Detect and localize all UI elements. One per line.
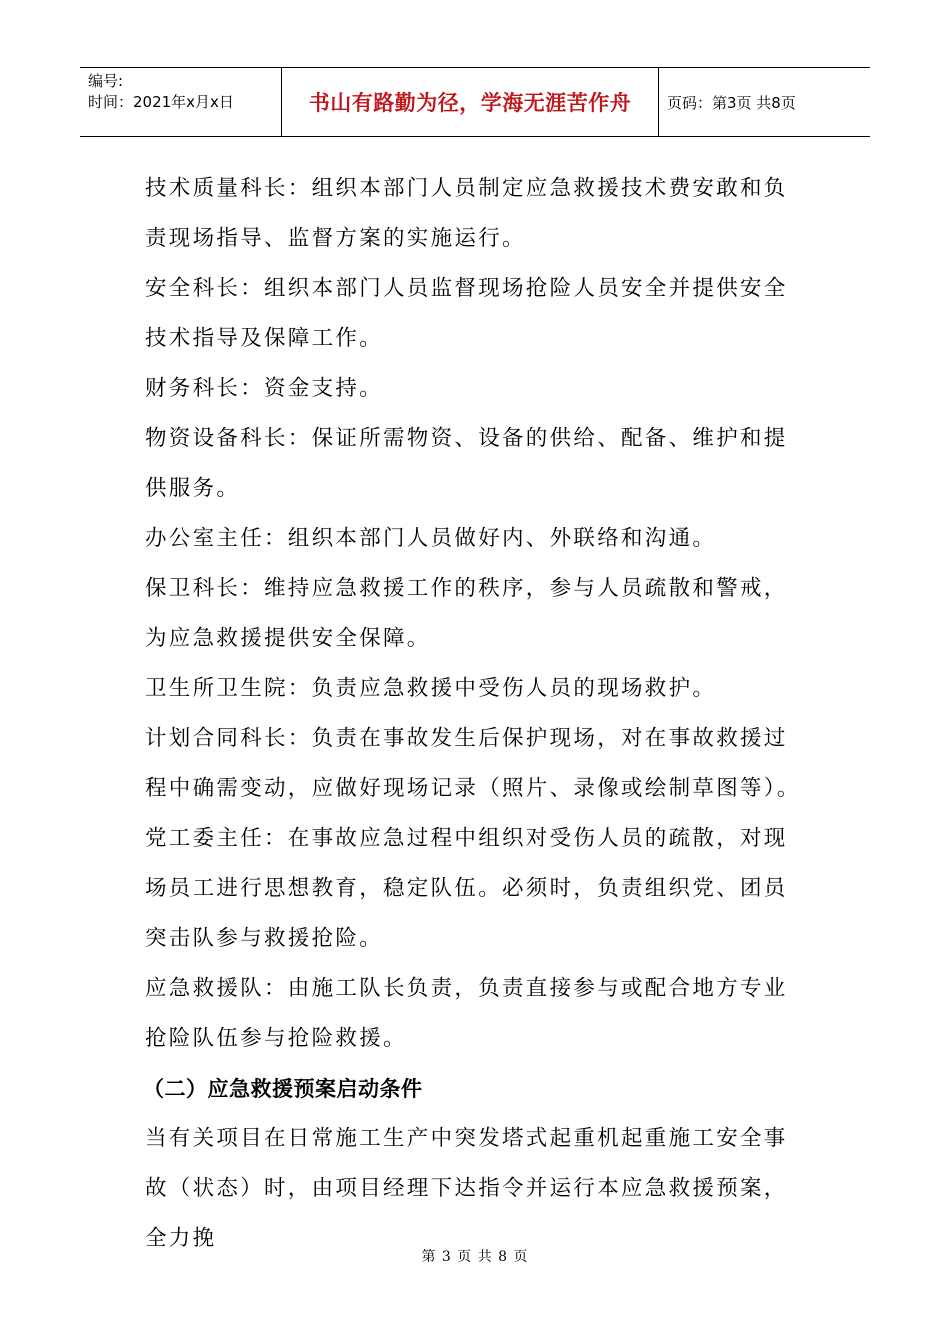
paragraph: 党工委主任：在事故应急过程中组织对受伤人员的疏散，对现场员工进行思想教育，稳定队伍。必须时，负责组织党、团员突击队参与救援抢险。 [145,826,788,951]
document-number-label: 编号: [88,72,124,90]
paragraph: 当有关项目在日常施工生产中突发塔式起重机起重施工安全事故（状态）时，由项目经理下达指令并运行本应急救援预案，全力挽 [145,1126,788,1251]
header-meta [80,68,282,136]
document-body [145,164,809,1264]
paragraph: 卫生所卫生院：负责应急救援中受伤人员的现场救护。 [145,676,717,701]
document-date: 时间：2021年x月x日 [88,93,234,111]
header-page-info-cell [659,68,870,136]
paragraph: 应急救援队：由施工队长负责，负责直接参与或配合地方专业抢险队伍参与抢险救援。 [145,976,788,1051]
section-heading: （二）应急救援预案启动条件 [143,1077,423,1101]
header-motto-cell [282,68,659,136]
header-page-info: 页码：第3页 共8页 [667,93,796,112]
paragraph: 计划合同科长：负责在事故发生后保护现场，对在事故救援过程中确需变动，应做好现场记录（照片、录像或绘制草图等）。 [145,726,801,801]
paragraph: 办公室主任：组织本部门人员做好内、外联络和沟通。 [145,526,717,551]
paragraph: 技术质量科长：组织本部门人员制定应急救援技术费安敢和负责现场指导、监督方案的实施运行。 [145,176,788,251]
paragraph: 财务科长：资金支持。 [145,376,384,401]
paragraph: 保卫科长：维持应急救援工作的秩序，参与人员疏散和警戒，为应急救援提供安全保障。 [145,576,788,651]
header-motto: 书山有路勤为径，学海无涯苦作舟 [308,91,632,115]
page-header [80,67,870,137]
paragraph: 安全科长：组织本部门人员监督现场抢险人员安全并提供安全技术指导及保障工作。 [145,276,788,351]
page-footer: 第 3 页 共 8 页 [421,1249,529,1265]
paragraph: 物资设备科长：保证所需物资、设备的供给、配备、维护和提供服务。 [145,426,788,501]
